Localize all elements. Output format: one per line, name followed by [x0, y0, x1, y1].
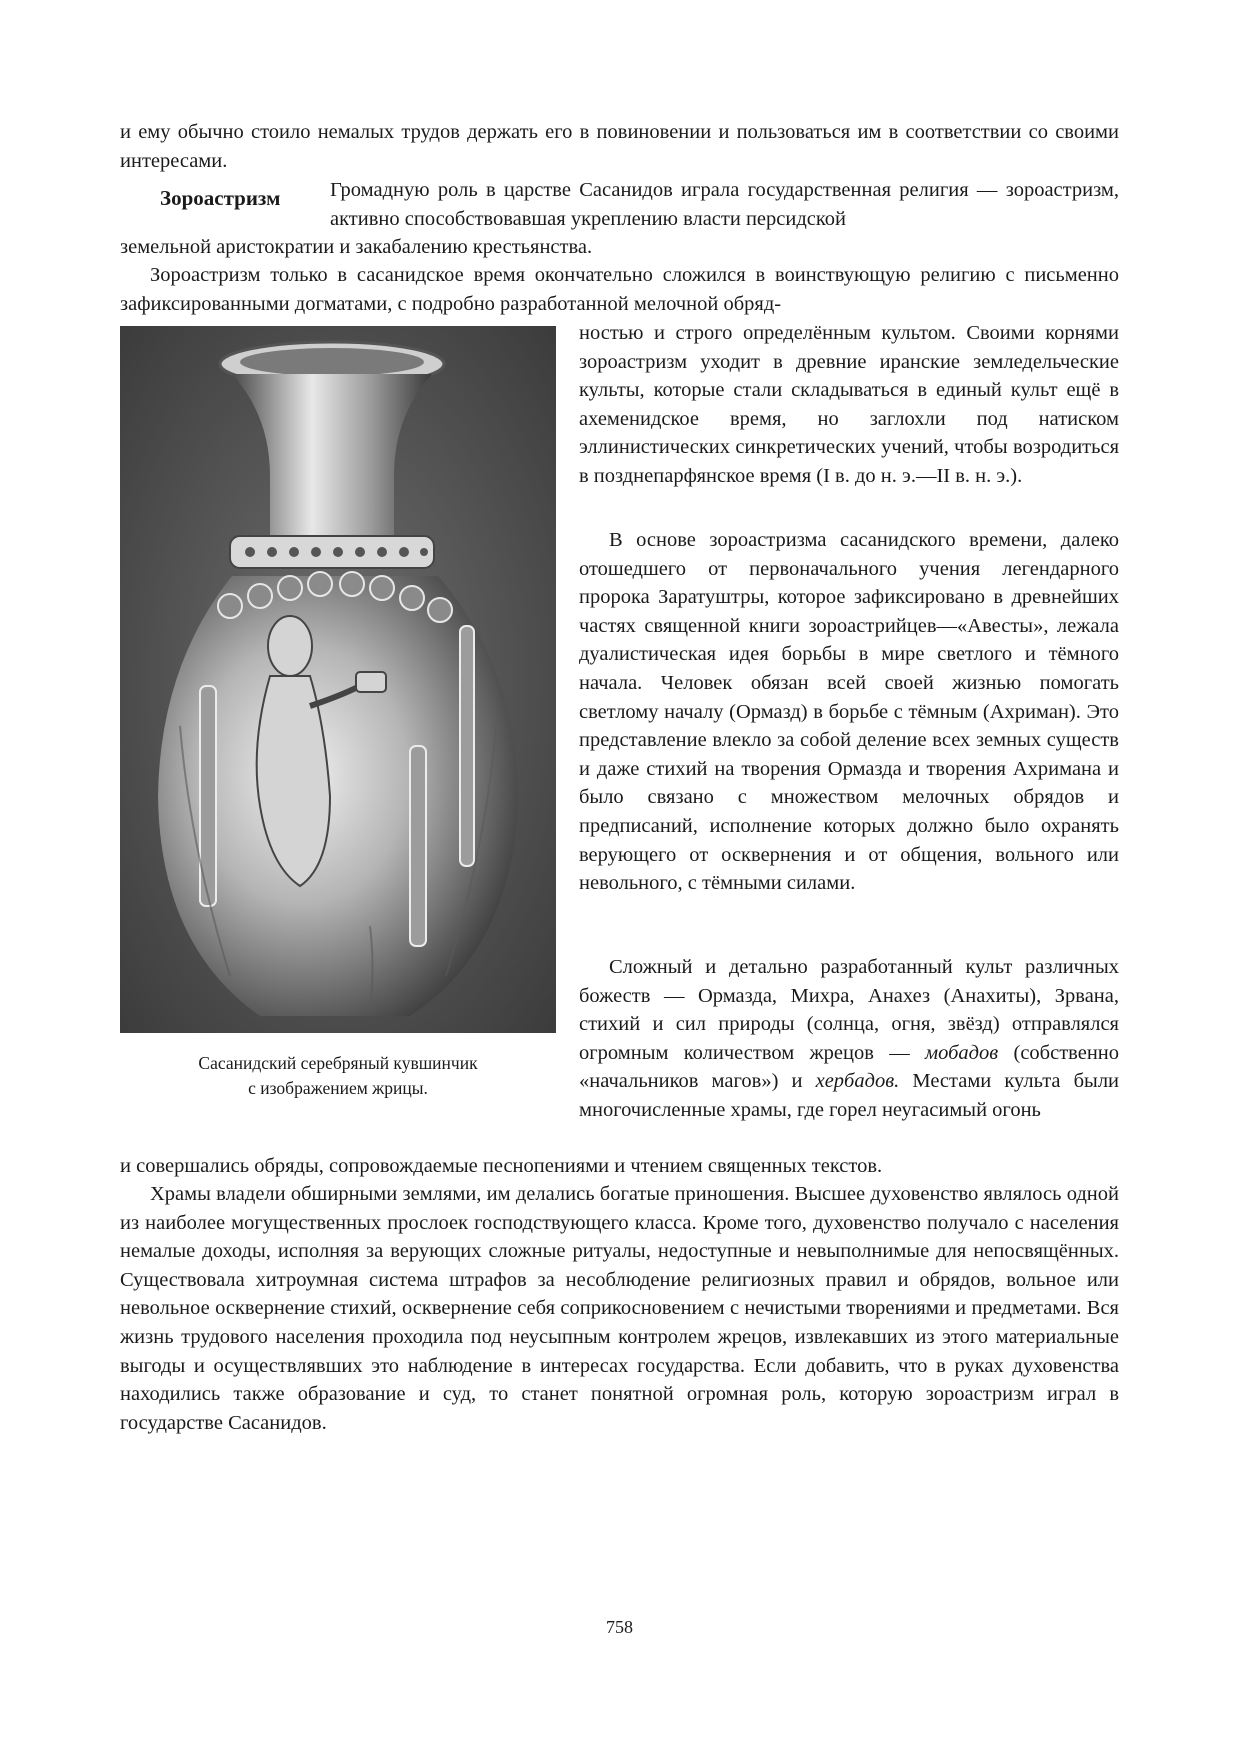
mobad-term: мобадов: [925, 1041, 999, 1064]
paragraph-4-column: [579, 953, 1119, 1125]
paragraph-4-part-a: Сложный и детально разработанный культ различных божеств — Ормазда, Михра, Анахез (Анахиты), Зрвана, стихий и сил природы (солнца, огня, звёзд) отправлялся огромным количеством жрецов —: [579, 956, 1119, 1064]
silver-jug-photo: [120, 326, 556, 1033]
paragraph-4-part-b: (собственно «начальников магов») и: [579, 1041, 1120, 1093]
paragraph-2-right-column: ностью и строго определённым культом. Своими корнями зороастризм уходит в древние иранские земледельческие культы, которые стали складываться в единый культ ещё в ахеменидское время, но заглохли под натиском эллинистических синкретических учений, чтобы возродиться в позднепарфянское время (I в. до н. э.—II в. н. э.).: [579, 322, 1119, 487]
intro-paragraph-part2: земельной аристократии и закабалению крестьянства.: [120, 236, 593, 258]
paragraph-3: В основе зороастризма сасанидского времени, далеко отошедшего от первоначального учения легендарного пророка Заратуштры, которое зафиксировано в древнейших частях священной книги зороастрийцев—«Авесты», лежала дуалистическая идея борьбы в мире светлого и тёмного начала. Человек обязан всей своей жизнью помогать светлому началу (Ормазд) в борьбе с тёмным (Ахриман). Это представление влекло за собой деление всех земных существ и даже стихий на творения Ормазда и творения Ахримана и было связано с множеством мелочных обрядов и предписаний, исполнение которых должно было охранять верующего от осквернения и от общения, вольного или невольного, с тёмными силами.: [579, 529, 1119, 895]
jug-illustration: [120, 326, 556, 1033]
paragraph-4-full-width: и совершались обряды, сопровождаемые песнопениями и чтением священных текстов.: [120, 1155, 883, 1177]
page-number: 758: [606, 1617, 633, 1637]
caption-line-1: Сасанидский серебряный кувшинчик: [198, 1053, 478, 1073]
top-paragraph: и ему обычно стоило немалых трудов держать его в повиновении и пользоваться им в соответствии со своими интересами.: [120, 121, 1119, 172]
intro-paragraph-part1: Громадную роль в царстве Сасанидов играла государственная религия — зороастризм, активно способствовавшая укреплению власти персидской: [330, 179, 1119, 230]
photo-caption: [120, 1051, 556, 1101]
side-heading: Зороастризм: [160, 186, 281, 210]
paragraph-5: Храмы владели обширными землями, им делались богатые приношения. Высшее духовенство являлось одной из наиболее могущественных прослоек господствующего класса. Кроме того, духовенство получало с населения немалые доходы, исполняя за верующих сложные ритуалы, недоступные и невыполнимые для непосвящённых. Существовала хитроумная система штрафов за несоблюдение религиозных правил и обрядов, вольное или невольное осквернение стихий, осквернение себя соприкосновением с нечистыми творениями и предметами. Вся жизнь трудового населения проходила под неусыпным контролем жрецов, извлекавших из этого материальные выгоды и осуществлявших это наблюдение в интересах государства. Если добавить, что в руках духовенства находились также образование и суд, то станет понятной огромная роль, которую зороастризм играл в государстве Сасанидов.: [120, 1183, 1119, 1434]
paragraph-2-full: Зороастризм только в сасанидское время окончательно сложился в воинствующую религию с письменно зафиксированными догматами, с подробно разработанной мелочной обряд-: [120, 264, 1119, 315]
caption-line-2: с изображением жрицы.: [248, 1078, 428, 1098]
paragraph-4-part-c: Местами культа были многочисленные храмы, где горел неугасимый огонь: [579, 1070, 1120, 1121]
herbad-term: хербадов.: [815, 1070, 900, 1093]
